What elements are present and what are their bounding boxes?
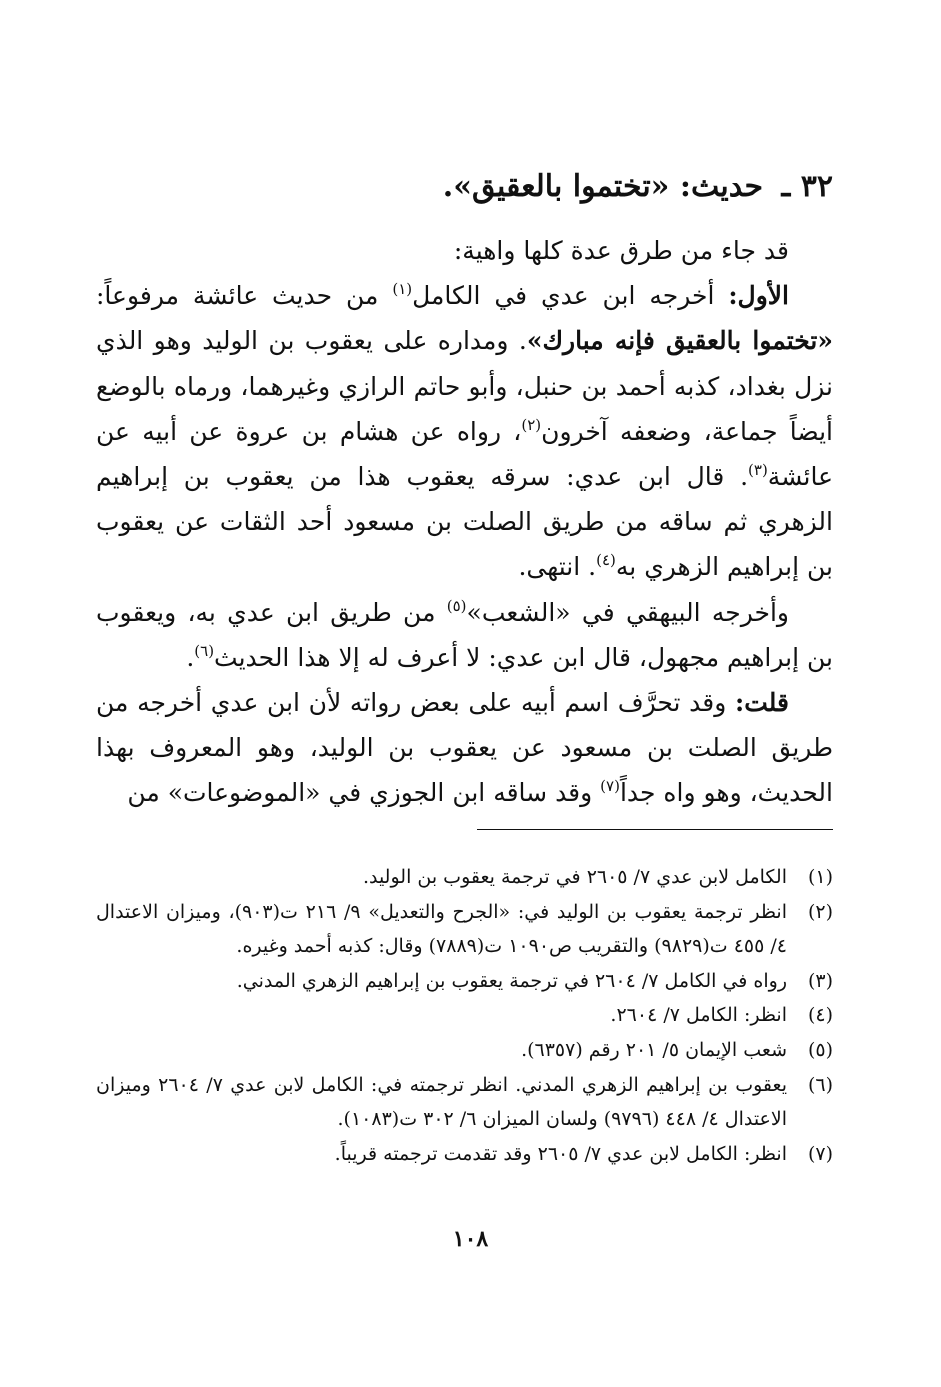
hadith-heading-label: حديث: — [679, 169, 764, 204]
main-text — [96, 228, 833, 816]
footnote-text: انظر: الكامل ٧/ ٢٦٠٤. — [610, 1004, 787, 1027]
footnote-number: (٦) — [807, 1073, 833, 1096]
first-text-f: . انتهى. — [518, 552, 597, 582]
footnote-text: شعب الإيمان ٥/ ٢٠١ رقم (٦٣٥٧). — [521, 1038, 787, 1061]
first-text-a: أخرجه ابن عدي في الكامل — [412, 281, 729, 311]
first-paragraph — [96, 273, 833, 589]
footnote-ref-6: (٦) — [194, 641, 215, 660]
first-text-d: ، رواه عن هشام بن عروة عن أبيه عن عائشة — [96, 416, 833, 492]
footnote-item — [96, 860, 833, 895]
hadith-heading-quote: «تختموا بالعقيق». — [442, 169, 670, 204]
intro-text: قد جاء من طرق عدة كلها واهية: — [453, 236, 789, 265]
footnote-text: الكامل لابن عدي ٧/ ٢٦٠٥ في ترجمة يعقوب بن الوليد. — [362, 866, 787, 888]
footnote-ref-4: (٤) — [596, 551, 616, 570]
hadith-number: ٣٢ ـ — [781, 169, 833, 204]
footnote-item — [96, 1068, 833, 1137]
footnote-ref-2: (٢) — [521, 415, 542, 434]
footnote-text: رواه في الكامل ٧/ ٢٦٠٤ في ترجمة يعقوب بن إبراهيم الزهري المدني. — [236, 969, 787, 992]
footnote-number: (٥) — [807, 1038, 833, 1061]
footnote-text: يعقوب بن إبراهيم الزهري المدني. انظر ترجمته في: الكامل لابن عدي ٧/ ٢٦٠٤ وميزان الاعتدال ٤/ ٤٤٨ (٩٧٩٦) ولسان الميزان ٦/ ٣٠٢ ت(١٠٨٣). — [96, 1073, 787, 1131]
qult-text-b: وقد ساقه ابن الجوزي في «الموضوعات» من — [127, 778, 601, 808]
first-text-b: من حديث عائشة مرفوعاً: — [96, 281, 393, 311]
footnote-item — [96, 964, 833, 999]
footnote-text: انظر ترجمة يعقوب بن الوليد في: «الجرح والتعديل» ٩/ ٢١٦ ت(٩٠٣)، وميزان الاعتدال ٤/ ٤٥٥ ت(٩٨٢٩) والتقريب ص١٠٩٠ ت(٧٨٨٩) وقال: كذبه أحمد وغيره. — [96, 900, 787, 958]
footnote-number: (٢) — [807, 900, 833, 923]
first-label: الأول: — [728, 281, 789, 311]
second-text-c: . — [186, 642, 195, 672]
footnote-item — [96, 998, 833, 1033]
footnote-ref-3: (٣) — [748, 461, 768, 480]
second-paragraph — [96, 590, 833, 680]
first-text-c: . ومداره على يعقوب بن الوليد وهو الذي نزل بغداد، كذبه أحمد بن حنبل، وأبو حاتم الرازي وغيرهما، ورماه بالوضع أيضاً جماعة، وضعفه آخرون — [96, 326, 833, 446]
footnotes — [96, 860, 833, 1171]
footnote-text: انظر: الكامل لابن عدي ٧/ ٢٦٠٥ وقد تقدمت ترجمته قريباً. — [334, 1142, 787, 1165]
page-number: ١٠٨ — [452, 1226, 489, 1252]
footnote-number: (٤) — [807, 1004, 833, 1027]
second-text-b: من طريق ابن عدي به، ويعقوب بن إبراهيم مجهول، قال ابن عدي: لا أعرف له إلا هذا الحديث — [96, 597, 833, 672]
qult-text-a: وقد تحرَّف اسم أبيه على بعض رواته لأن ابن عدي أخرجه من طريق الصلت بن مسعود عن يعقوب بن الوليد، وهو المعروف بهذا الحديث، وهو واه جداً — [96, 688, 833, 808]
footnote-number: (٣) — [807, 969, 833, 992]
footnote-ref-5: (٥) — [446, 596, 467, 615]
footnote-item — [96, 1033, 833, 1068]
first-text-e: . قال ابن عدي: سرقه يعقوب هذا من يعقوب بن إبراهيم الزهري ثم ساقه من طريق الصلت بن مسعود أحد الثقات عن يعقوب بن إبراهيم الزهري به — [96, 462, 833, 582]
qult-label: قلت: — [734, 688, 789, 718]
footnote-ref-7: (٧) — [600, 777, 620, 796]
footnote-number: (٧) — [807, 1142, 833, 1165]
footnote-number: (١) — [807, 866, 833, 888]
qult-paragraph — [96, 680, 833, 816]
hadith-heading — [120, 163, 833, 211]
footnote-ref-1: (١) — [392, 280, 413, 299]
footnote-divider — [477, 829, 833, 830]
first-hadith-quote: «تختموا بالعقيق فإنه مبارك» — [526, 326, 833, 356]
intro-paragraph — [96, 228, 833, 273]
footnote-item — [96, 895, 833, 964]
footnote-item — [96, 1137, 833, 1172]
second-text-a: وأخرجه البيهقي في «الشعب» — [466, 597, 789, 627]
